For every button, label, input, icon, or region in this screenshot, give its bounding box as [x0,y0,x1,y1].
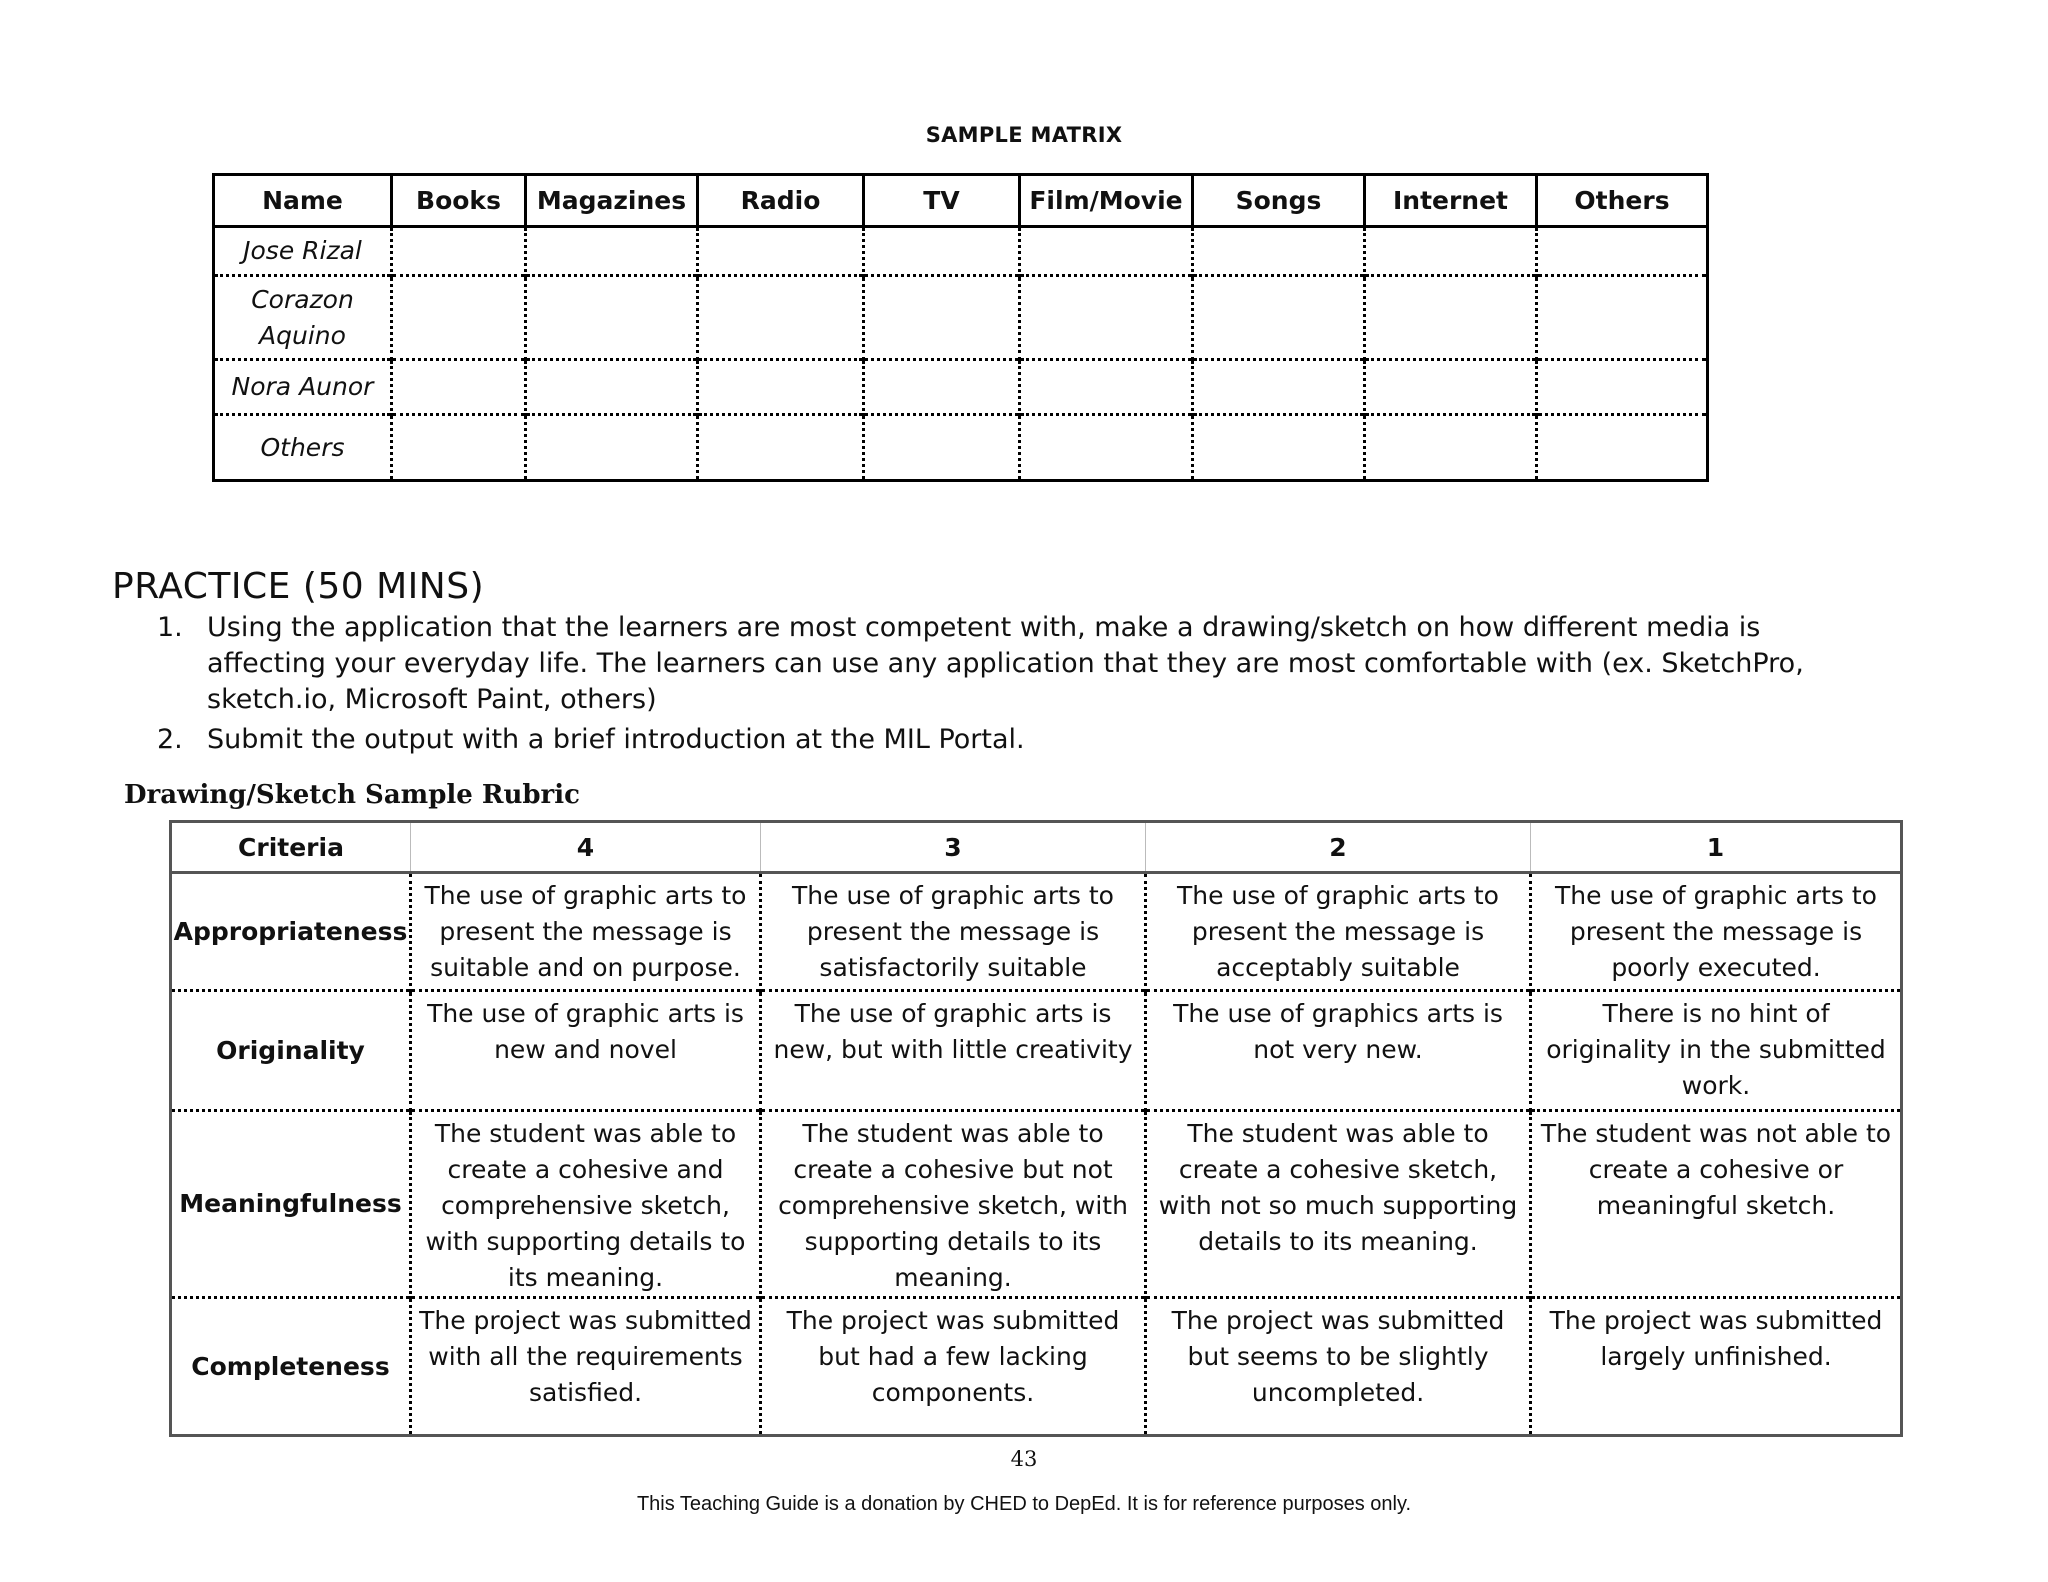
rubric-cell: The student was able to create a cohesive sketch, with not so much supporting details to its meaning. [1146,1111,1531,1298]
rubric-cell: The use of graphic arts is new and novel [411,991,761,1111]
practice-item [145,610,1865,718]
matrix-cell [864,276,1020,360]
matrix-cell [1020,276,1193,360]
rubric-cell: The student was able to create a cohesive but not comprehensive sketch, with supporting details to its meaning. [761,1111,1146,1298]
matrix-row-name: Nora Aunor [214,360,392,415]
matrix-title: SAMPLE MATRIX [925,123,1123,147]
rubric-header-row [171,822,1902,873]
matrix-row-name: Jose Rizal [243,236,362,265]
rubric-cell: The use of graphic arts is new, but with little creativity [761,991,1146,1111]
matrix-cell [1365,415,1537,481]
practice-item-text: Submit the output with a brief introduction at the MIL Portal. [207,724,1025,755]
matrix-header-books: Books [392,175,526,227]
rubric-cell: The project was submitted largely unfinished. [1531,1298,1902,1436]
matrix-row [214,227,1708,276]
rubric-cell: The project was submitted with all the requirements satisfied. [411,1298,761,1436]
matrix-header-row [214,175,1708,227]
rubric-row [171,1298,1902,1436]
matrix-row [214,415,1708,481]
rubric-cell: The project was submitted but had a few lacking components. [761,1298,1146,1436]
rubric-criteria: Appropriateness [173,916,408,946]
matrix-header-others: Others [1537,175,1708,227]
rubric-header-criteria: Criteria [171,822,411,873]
rubric-cell: The use of graphic arts to present the message is poorly executed. [1531,873,1902,991]
matrix-cell [1365,360,1537,415]
matrix-cell [1020,227,1193,276]
matrix-row [214,360,1708,415]
matrix-cell [698,415,864,481]
matrix-cell [392,415,526,481]
rubric-cell: There is no hint of originality in the submitted work. [1531,991,1902,1111]
practice-heading: PRACTICE (50 MINS) [112,566,485,607]
matrix-cell [698,276,864,360]
matrix-cell [1537,276,1708,360]
rubric-row [171,873,1902,991]
matrix-cell [1193,276,1365,360]
matrix-cell [864,360,1020,415]
rubric-header-score-2: 2 [1146,822,1531,873]
rubric-cell: The use of graphic arts to present the message is suitable and on purpose. [411,873,761,991]
rubric-cell: The project was submitted but seems to be slightly uncompleted. [1146,1298,1531,1436]
matrix-cell [526,415,698,481]
matrix-cell [1537,227,1708,276]
rubric-title: Drawing/Sketch Sample Rubric [124,780,580,810]
practice-list [145,610,1865,762]
matrix-cell [698,360,864,415]
matrix-cell [1020,360,1193,415]
matrix-header-radio: Radio [698,175,864,227]
matrix-header-film-movie: Film/Movie [1020,175,1193,227]
matrix-cell [1193,227,1365,276]
page-number: 43 [1010,1447,1038,1471]
practice-item [145,722,1865,758]
matrix-header-name: Name [214,175,392,227]
rubric-cell: The student was able to create a cohesive and comprehensive sketch, with supporting details to its meaning. [411,1111,761,1298]
matrix-row-name: Others [214,415,392,481]
rubric-cell: The use of graphic arts to present the message is acceptably suitable [1146,873,1531,991]
matrix-header-magazines: Magazines [526,175,698,227]
practice-item-number: 2. [157,724,183,755]
matrix-cell [1193,415,1365,481]
matrix-header-tv: TV [864,175,1020,227]
matrix-cell [392,276,526,360]
rubric-header-score-4: 4 [411,822,761,873]
matrix-cell [1193,360,1365,415]
rubric-row [171,1111,1902,1298]
matrix-header-internet: Internet [1365,175,1537,227]
matrix-cell [392,360,526,415]
rubric-header-score-1: 1 [1531,822,1902,873]
practice-item-text: Using the application that the learners are most competent with, make a drawing/sketch on how different media is affecting your everyday life. The learners can use any application that they are most comfortable with (ex. SketchPro, sketch.io, Microsoft Paint, others) [207,612,1804,715]
rubric-criteria: Originality [171,991,411,1111]
matrix-row-name: Corazon Aquino [214,276,392,360]
matrix-cell [1020,415,1193,481]
footer-note: This Teaching Guide is a donation by CHED to DepEd. It is for reference purposes only. [636,1493,1412,1515]
rubric-cell: The use of graphic arts to present the message is satisfactorily suitable [761,873,1146,991]
matrix-cell [1365,227,1537,276]
rubric-criteria: Completeness [171,1298,411,1436]
matrix-cell [698,227,864,276]
rubric-cell: The student was not able to create a cohesive or meaningful sketch. [1531,1111,1902,1298]
matrix-cell [864,415,1020,481]
matrix-cell [526,360,698,415]
matrix-row [214,276,1708,360]
matrix-cell [1537,360,1708,415]
rubric-criteria: Meaningfulness [171,1111,411,1298]
matrix-cell [392,227,526,276]
rubric-row [171,991,1902,1111]
matrix-cell [1365,276,1537,360]
rubric-header-score-3: 3 [761,822,1146,873]
matrix-cell [1537,415,1708,481]
rubric-table [169,820,1903,1437]
practice-item-number: 1. [157,612,183,643]
matrix-cell [526,227,698,276]
sample-matrix-table [212,173,1709,482]
matrix-header-songs: Songs [1193,175,1365,227]
matrix-cell [864,227,1020,276]
matrix-cell [526,276,698,360]
rubric-cell: The use of graphics arts is not very new. [1146,991,1531,1111]
